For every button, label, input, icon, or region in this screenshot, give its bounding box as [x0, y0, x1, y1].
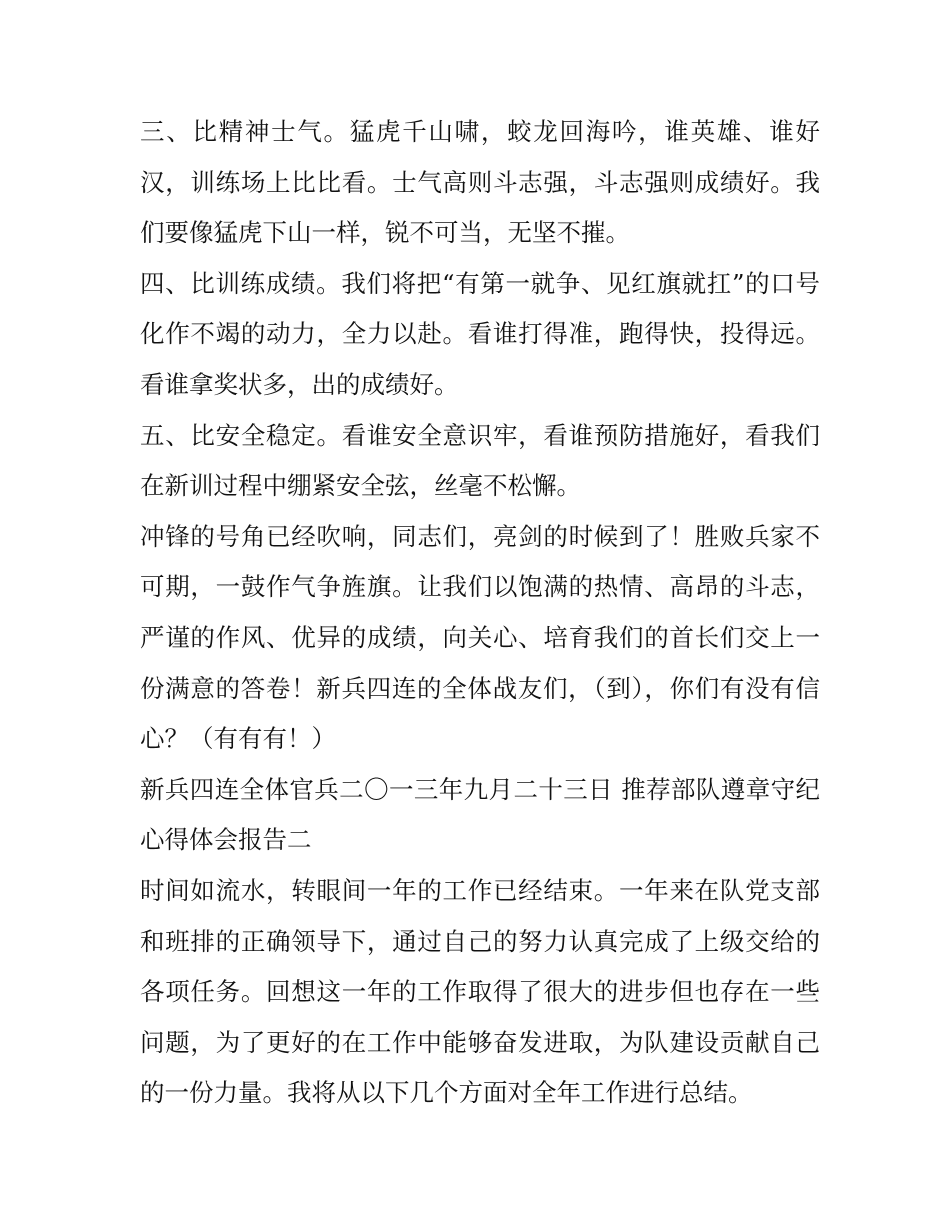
document-body — [140, 107, 820, 1119]
paragraph-training: 四、比训练成绩。我们将把“有第一就争、见红旗就扛”的口号化作不竭的动力，全力以赴。看谁打得准，跑得快，投得远。看谁拿奖状多，出的成绩好。 — [140, 268, 820, 399]
paragraph-summary: 时间如流水，转眼间一年的工作已经结束。一年来在队党支部和班排的正确领导下，通过自己的努力认真完成了上级交给的各项任务。回想这一年的工作取得了很大的进步但也存在一些问题，为了更好的在工作中能够奋发进取，为队建设贡献自己的一份力量。我将从以下几个方面对全年工作进行总结。 — [140, 875, 820, 1108]
paragraph-safety: 五、比安全稳定。看谁安全意识牢，看谁预防措施好，看我们在新训过程中绷紧安全弦，丝毫不松懈。 — [140, 420, 820, 501]
paragraph-charge: 冲锋的号角已经吹响，同志们，亮剑的时候到了！胜败兵家不可期，一鼓作气争旌旗。让我们以饱满的热情、高昂的斗志，严谨的作风、优异的成绩，向关心、培育我们的首长们交上一份满意的答卷！新兵四连的全体战友们，（到），你们有没有信心？（有有有！） — [140, 521, 820, 754]
paragraph-spirit: 三、比精神士气。猛虎千山啸，蛟龙回海吟，谁英雄、谁好汉，训练场上比比看。士气高则斗志强，斗志强则成绩好。我们要像猛虎下山一样，锐不可当，无坚不摧。 — [140, 117, 820, 248]
paragraph-signature-title: 新兵四连全体官兵二〇一三年九月二十三日 推荐部队遵章守纪心得体会报告二 — [140, 774, 820, 855]
